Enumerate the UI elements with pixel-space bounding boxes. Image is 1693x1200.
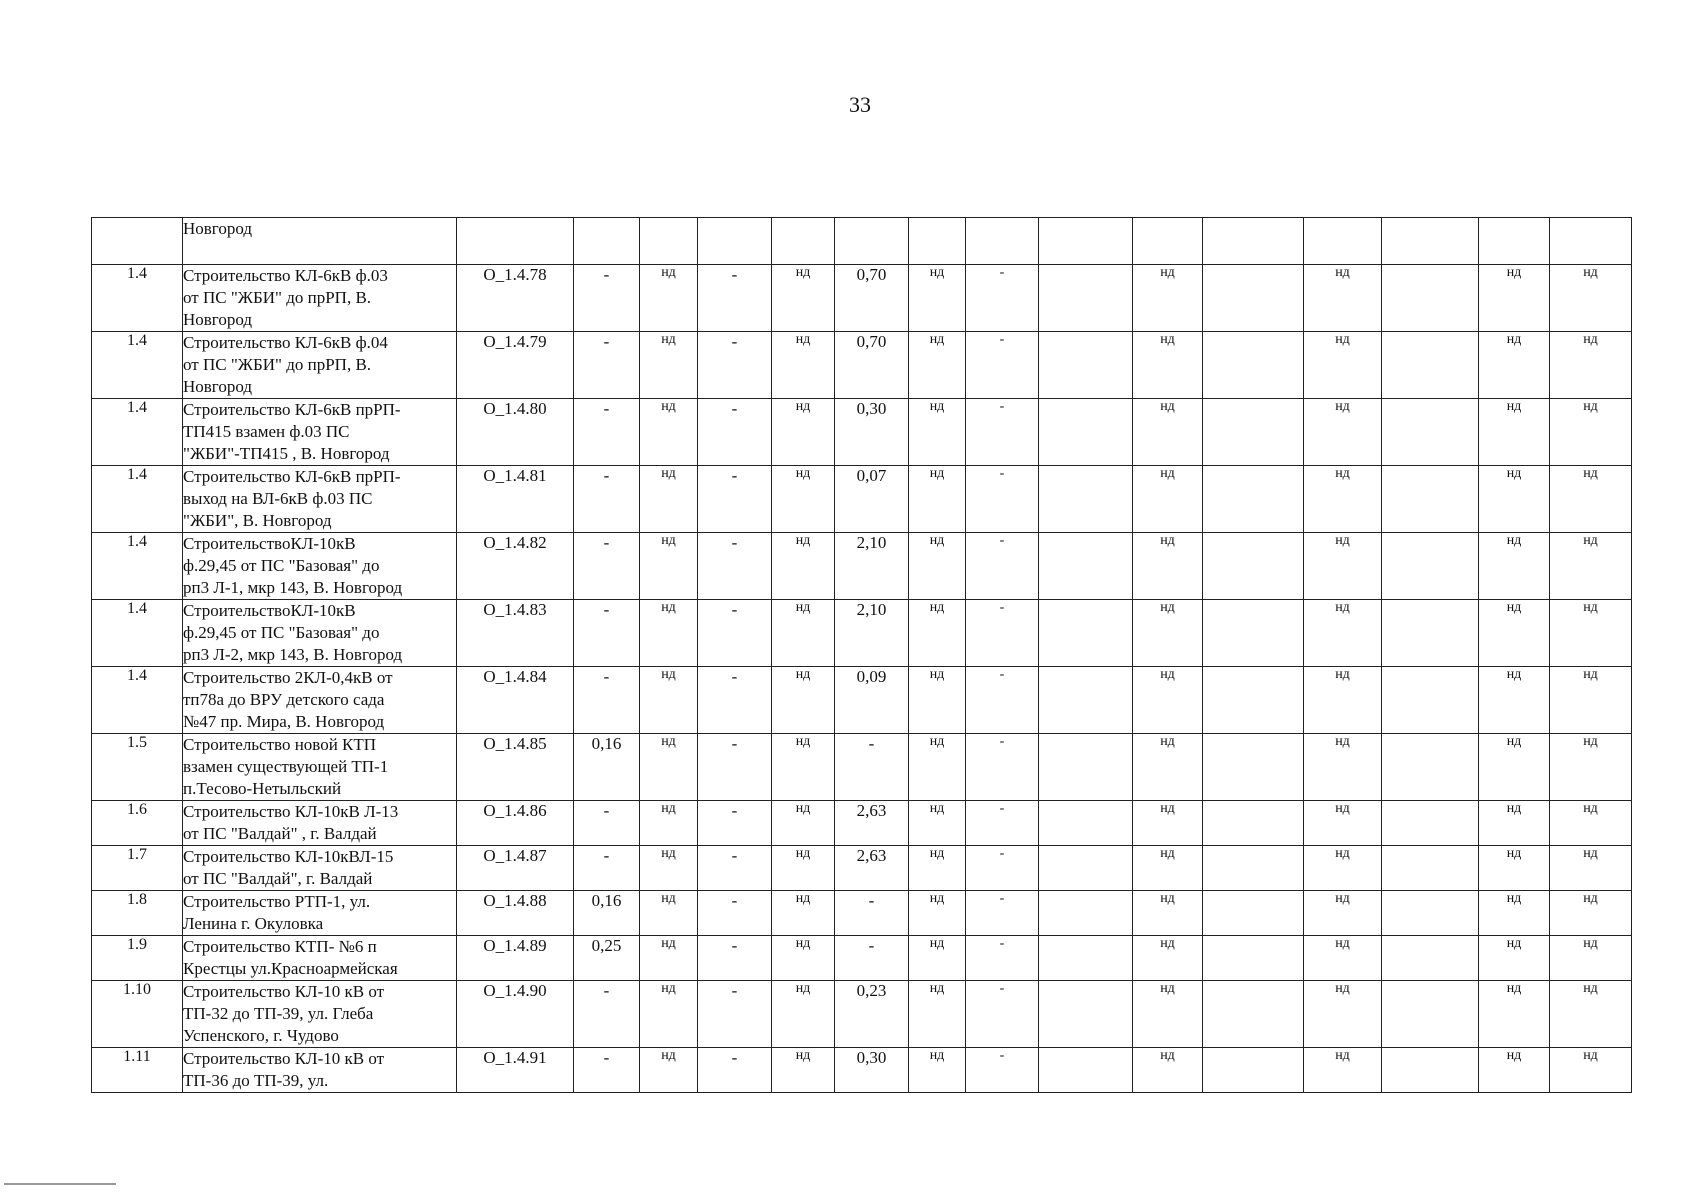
value-cell-13: нд [1479,667,1550,734]
value-cell-1: - [574,332,640,399]
value-cell-5: 0,09 [835,667,909,734]
value-cell-10 [1203,734,1304,801]
value-cell-1: - [574,533,640,600]
value-cell-13: нд [1479,600,1550,667]
value-cell-9: нд [1133,734,1203,801]
value-cell-5: 2,63 [835,801,909,846]
value-cell-8 [1039,218,1133,265]
value-cell-5: - [835,891,909,936]
value-cell-1: - [574,466,640,533]
value-cell-2 [640,218,698,265]
row-number: 1.4 [92,332,183,399]
object-name: Строительство КЛ-10 кВ от ТП-32 до ТП-39, ул. Глеба Успенского, г. Чудово [183,981,457,1048]
value-cell-6: нд [909,846,966,891]
value-cell-8 [1039,399,1133,466]
project-code: О_1.4.80 [457,399,574,466]
value-cell-5: 0,23 [835,981,909,1048]
value-cell-10 [1203,801,1304,846]
object-name: СтроительствоКЛ-10кВ ф.29,45 от ПС "Базовая" до рп3 Л-1, мкр 143, В. Новгород [183,533,457,600]
project-code: О_1.4.78 [457,265,574,332]
value-cell-8 [1039,846,1133,891]
row-number [92,218,183,265]
row-number: 1.5 [92,734,183,801]
value-cell-6: нд [909,332,966,399]
value-cell-1: - [574,399,640,466]
value-cell-9: нд [1133,936,1203,981]
value-cell-14: нд [1550,667,1632,734]
value-cell-4: нд [772,801,835,846]
value-cell-7: - [966,600,1039,667]
value-cell-9: нд [1133,1048,1203,1093]
value-cell-3: - [698,332,772,399]
value-cell-14: нд [1550,936,1632,981]
value-cell-14 [1550,218,1632,265]
value-cell-4: нд [772,332,835,399]
object-name: Строительство КЛ-6кВ ф.04 от ПС "ЖБИ" до прРП, В. Новгород [183,332,457,399]
value-cell-3: - [698,981,772,1048]
value-cell-3: - [698,600,772,667]
project-code: О_1.4.85 [457,734,574,801]
value-cell-5: 2,10 [835,600,909,667]
object-name: Строительство новой КТП взамен существующей ТП-1 п.Тесово-Нетыльский [183,734,457,801]
object-name: Новгород [183,218,457,265]
value-cell-6: нд [909,600,966,667]
value-cell-8 [1039,981,1133,1048]
project-code: О_1.4.89 [457,936,574,981]
table-row [92,801,1632,846]
value-cell-1: - [574,600,640,667]
value-cell-10 [1203,265,1304,332]
value-cell-12 [1382,981,1479,1048]
value-cell-13: нд [1479,846,1550,891]
value-cell-7: - [966,466,1039,533]
table-header-row [92,218,1632,265]
row-number: 1.4 [92,533,183,600]
value-cell-7: - [966,533,1039,600]
value-cell-10 [1203,600,1304,667]
value-cell-5: - [835,936,909,981]
value-cell-7: - [966,667,1039,734]
value-cell-14: нд [1550,1048,1632,1093]
value-cell-11: нд [1304,667,1382,734]
value-cell-3 [698,218,772,265]
value-cell-9: нд [1133,265,1203,332]
project-code: О_1.4.79 [457,332,574,399]
value-cell-12 [1382,466,1479,533]
value-cell-11: нд [1304,846,1382,891]
table-row [92,533,1632,600]
value-cell-4 [772,218,835,265]
value-cell-5: 0,30 [835,1048,909,1093]
value-cell-14: нд [1550,533,1632,600]
table-row [92,981,1632,1048]
value-cell-14: нд [1550,265,1632,332]
table-row [92,332,1632,399]
table-row [92,936,1632,981]
value-cell-1: - [574,1048,640,1093]
value-cell-6: нд [909,265,966,332]
value-cell-13: нд [1479,936,1550,981]
value-cell-13: нд [1479,399,1550,466]
value-cell-9 [1133,218,1203,265]
table-row [92,846,1632,891]
value-cell-5: 2,63 [835,846,909,891]
value-cell-10 [1203,846,1304,891]
value-cell-3: - [698,846,772,891]
value-cell-7: - [966,332,1039,399]
value-cell-13: нд [1479,801,1550,846]
value-cell-14: нд [1550,734,1632,801]
project-code: О_1.4.86 [457,801,574,846]
value-cell-10 [1203,218,1304,265]
value-cell-9: нд [1133,600,1203,667]
value-cell-3: - [698,399,772,466]
value-cell-14: нд [1550,981,1632,1048]
value-cell-6 [909,218,966,265]
value-cell-11: нд [1304,1048,1382,1093]
value-cell-11: нд [1304,399,1382,466]
value-cell-8 [1039,891,1133,936]
table-row [92,265,1632,332]
value-cell-10 [1203,399,1304,466]
value-cell-12 [1382,218,1479,265]
table-row [92,466,1632,533]
value-cell-3: - [698,1048,772,1093]
value-cell-14: нд [1550,399,1632,466]
value-cell-4: нд [772,600,835,667]
value-cell-2: нд [640,332,698,399]
project-code: О_1.4.91 [457,1048,574,1093]
value-cell-12 [1382,1048,1479,1093]
value-cell-8 [1039,332,1133,399]
value-cell-13: нд [1479,533,1550,600]
value-cell-13: нд [1479,332,1550,399]
value-cell-7 [966,218,1039,265]
value-cell-11: нд [1304,466,1382,533]
row-number: 1.10 [92,981,183,1048]
value-cell-7: - [966,1048,1039,1093]
value-cell-12 [1382,891,1479,936]
object-name: Строительство 2КЛ-0,4кВ от тп78а до ВРУ детского сада №47 пр. Мира, В. Новгород [183,667,457,734]
value-cell-9: нд [1133,466,1203,533]
value-cell-12 [1382,533,1479,600]
value-cell-1 [574,218,640,265]
value-cell-3: - [698,533,772,600]
value-cell-5: 0,30 [835,399,909,466]
project-code: О_1.4.88 [457,891,574,936]
row-number: 1.4 [92,667,183,734]
value-cell-1: - [574,801,640,846]
value-cell-12 [1382,600,1479,667]
value-cell-11 [1304,218,1382,265]
value-cell-2: нд [640,265,698,332]
value-cell-2: нд [640,846,698,891]
value-cell-2: нд [640,891,698,936]
value-cell-6: нд [909,801,966,846]
value-cell-6: нд [909,466,966,533]
table-row [92,891,1632,936]
table-row [92,399,1632,466]
value-cell-8 [1039,734,1133,801]
value-cell-13: нд [1479,734,1550,801]
value-cell-5: - [835,734,909,801]
value-cell-6: нд [909,981,966,1048]
value-cell-1: - [574,981,640,1048]
value-cell-1: - [574,846,640,891]
value-cell-11: нд [1304,891,1382,936]
value-cell-9: нд [1133,846,1203,891]
value-cell-1: 0,25 [574,936,640,981]
value-cell-14: нд [1550,801,1632,846]
value-cell-2: нд [640,533,698,600]
object-name: Строительство КЛ-6кВ прРП- ТП415 взамен ф.03 ПС "ЖБИ"-ТП415 , В. Новгород [183,399,457,466]
value-cell-12 [1382,667,1479,734]
value-cell-9: нд [1133,801,1203,846]
value-cell-6: нд [909,399,966,466]
value-cell-2: нд [640,936,698,981]
value-cell-11: нд [1304,600,1382,667]
value-cell-8 [1039,600,1133,667]
row-number: 1.4 [92,466,183,533]
object-name: Строительство РТП-1, ул. Ленина г. Окуловка [183,891,457,936]
table-row [92,667,1632,734]
table-row [92,734,1632,801]
value-cell-6: нд [909,891,966,936]
row-number: 1.9 [92,936,183,981]
value-cell-1: 0,16 [574,734,640,801]
value-cell-10 [1203,466,1304,533]
value-cell-10 [1203,1048,1304,1093]
value-cell-4: нд [772,936,835,981]
project-code: О_1.4.82 [457,533,574,600]
value-cell-8 [1039,533,1133,600]
value-cell-6: нд [909,1048,966,1093]
object-name: Строительство КЛ-10 кВ от ТП-36 до ТП-39, ул. [183,1048,457,1093]
row-number: 1.11 [92,1048,183,1093]
row-number: 1.4 [92,265,183,332]
value-cell-1: 0,16 [574,891,640,936]
value-cell-12 [1382,846,1479,891]
project-code: О_1.4.87 [457,846,574,891]
project-code: О_1.4.90 [457,981,574,1048]
project-code [457,218,574,265]
row-number: 1.7 [92,846,183,891]
value-cell-14: нд [1550,466,1632,533]
value-cell-12 [1382,399,1479,466]
value-cell-6: нд [909,667,966,734]
data-table [91,217,1632,1093]
value-cell-3: - [698,936,772,981]
value-cell-4: нд [772,667,835,734]
value-cell-14: нд [1550,891,1632,936]
value-cell-12 [1382,734,1479,801]
value-cell-4: нд [772,981,835,1048]
value-cell-8 [1039,1048,1133,1093]
value-cell-2: нд [640,801,698,846]
value-cell-2: нд [640,667,698,734]
value-cell-13: нд [1479,891,1550,936]
value-cell-7: - [966,846,1039,891]
value-cell-11: нд [1304,734,1382,801]
value-cell-9: нд [1133,332,1203,399]
value-cell-2: нд [640,734,698,801]
value-cell-13: нд [1479,265,1550,332]
row-number: 1.6 [92,801,183,846]
value-cell-14: нд [1550,332,1632,399]
value-cell-9: нд [1133,667,1203,734]
value-cell-11: нд [1304,533,1382,600]
project-code: О_1.4.83 [457,600,574,667]
value-cell-4: нд [772,1048,835,1093]
row-number: 1.4 [92,399,183,466]
value-cell-10 [1203,891,1304,936]
table-row [92,600,1632,667]
value-cell-10 [1203,533,1304,600]
value-cell-9: нд [1133,399,1203,466]
object-name: Строительство КЛ-6кВ прРП- выход на ВЛ-6кВ ф.03 ПС "ЖБИ", В. Новгород [183,466,457,533]
value-cell-4: нд [772,533,835,600]
scan-artifact-line [4,1183,116,1185]
project-code: О_1.4.81 [457,466,574,533]
value-cell-9: нд [1133,981,1203,1048]
project-code: О_1.4.84 [457,667,574,734]
value-cell-8 [1039,801,1133,846]
value-cell-14: нд [1550,846,1632,891]
value-cell-3: - [698,734,772,801]
object-name: Строительство КЛ-6кВ ф.03 от ПС "ЖБИ" до прРП, В. Новгород [183,265,457,332]
value-cell-7: - [966,891,1039,936]
value-cell-13: нд [1479,466,1550,533]
object-name: Строительство КЛ-10кВЛ-15 от ПС "Валдай", г. Валдай [183,846,457,891]
object-name: СтроительствоКЛ-10кВ ф.29,45 от ПС "Базовая" до рп3 Л-2, мкр 143, В. Новгород [183,600,457,667]
value-cell-11: нд [1304,265,1382,332]
value-cell-5: 0,70 [835,332,909,399]
value-cell-4: нд [772,846,835,891]
value-cell-13: нд [1479,981,1550,1048]
value-cell-5: 2,10 [835,533,909,600]
value-cell-8 [1039,466,1133,533]
value-cell-4: нд [772,399,835,466]
value-cell-10 [1203,936,1304,981]
value-cell-8 [1039,936,1133,981]
value-cell-11: нд [1304,801,1382,846]
value-cell-5: 0,07 [835,466,909,533]
value-cell-4: нд [772,734,835,801]
value-cell-1: - [574,667,640,734]
value-cell-9: нд [1133,891,1203,936]
value-cell-3: - [698,891,772,936]
object-name: Строительство КТП- №6 п Крестцы ул.Красноармейская [183,936,457,981]
value-cell-2: нд [640,466,698,533]
value-cell-1: - [574,265,640,332]
row-number: 1.8 [92,891,183,936]
value-cell-2: нд [640,981,698,1048]
row-number: 1.4 [92,600,183,667]
value-cell-7: - [966,801,1039,846]
value-cell-2: нд [640,399,698,466]
value-cell-6: нд [909,936,966,981]
value-cell-7: - [966,936,1039,981]
value-cell-12 [1382,265,1479,332]
value-cell-3: - [698,801,772,846]
value-cell-4: нд [772,466,835,533]
value-cell-11: нд [1304,981,1382,1048]
value-cell-7: - [966,265,1039,332]
value-cell-12 [1382,801,1479,846]
value-cell-7: - [966,734,1039,801]
value-cell-2: нд [640,600,698,667]
value-cell-10 [1203,667,1304,734]
value-cell-3: - [698,466,772,533]
value-cell-4: нд [772,891,835,936]
value-cell-3: - [698,667,772,734]
value-cell-8 [1039,265,1133,332]
value-cell-13 [1479,218,1550,265]
table-row [92,1048,1632,1093]
value-cell-11: нд [1304,936,1382,981]
object-name: Строительство КЛ-10кВ Л-13 от ПС "Валдай" , г. Валдай [183,801,457,846]
value-cell-6: нд [909,734,966,801]
value-cell-8 [1039,667,1133,734]
value-cell-5 [835,218,909,265]
value-cell-13: нд [1479,1048,1550,1093]
value-cell-9: нд [1133,533,1203,600]
value-cell-5: 0,70 [835,265,909,332]
value-cell-7: - [966,981,1039,1048]
value-cell-4: нд [772,265,835,332]
value-cell-10 [1203,332,1304,399]
value-cell-3: - [698,265,772,332]
value-cell-7: - [966,399,1039,466]
page-number: 33 [849,92,871,117]
value-cell-10 [1203,981,1304,1048]
value-cell-12 [1382,936,1479,981]
value-cell-12 [1382,332,1479,399]
value-cell-6: нд [909,533,966,600]
value-cell-11: нд [1304,332,1382,399]
value-cell-2: нд [640,1048,698,1093]
value-cell-14: нд [1550,600,1632,667]
